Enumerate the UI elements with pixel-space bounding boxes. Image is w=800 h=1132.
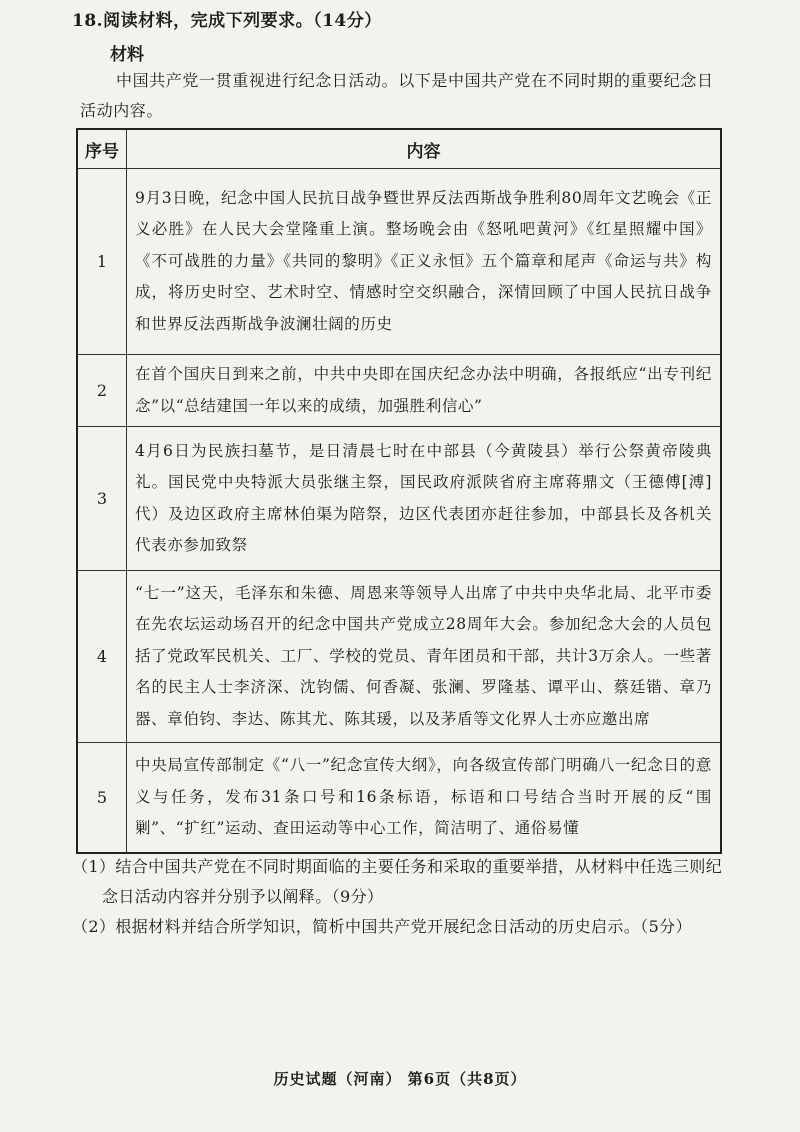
sub-question-1: （1）结合中国共产党在不同时期面临的主要任务和采取的重要举措，从材料中任选三则纪念日活动内容并分别予以阐释。（9分） — [72, 857, 723, 906]
table-row — [77, 427, 721, 571]
table-row — [77, 571, 721, 743]
row-number: 2 — [77, 355, 127, 427]
table-header-row — [77, 129, 721, 169]
row-number: 3 — [77, 427, 127, 571]
row-number: 5 — [77, 743, 127, 853]
table-row — [77, 355, 721, 427]
table-row — [77, 743, 721, 853]
sub-question-2: （2）根据材料并结合所学知识，简析中国共产党开展纪念日活动的历史启示。（5分） — [72, 917, 692, 936]
material-intro: 中国共产党一贯重视进行纪念日活动。以下是中国共产党在不同时期的重要纪念日活动内容。 — [80, 71, 714, 120]
header-content: 内容 — [127, 129, 722, 169]
material-label: 材料 — [110, 45, 144, 65]
sub-questions — [72, 852, 732, 942]
table-row — [77, 169, 721, 355]
header-number: 序号 — [77, 129, 127, 169]
question-title: 18.阅读材料，完成下列要求。（14分） — [72, 11, 382, 31]
row-content: 9月3日晚，纪念中国人民抗日战争暨世界反法西斯战争胜利80周年文艺晚会《正义必胜》在人民大会堂隆重上演。整场晚会由《怒吼吧黄河》《红星照耀中国》《不可战胜的力量》《共同的黎明》《正义永恒》五个篇章和尾声《命运与共》构成，将历史时空、艺术时空、情感时空交织融合，深情回顾了中国人民抗日战争和世界反法西斯战争波澜壮阔的历史 — [127, 169, 722, 355]
row-content: 中央局宣传部制定《“八一”纪念宣传大纲》，向各级宣传部门明确八一纪念日的意义与任务，发布31条口号和16条标语，标语和口号结合当时开展的反“围剿”、“扩红”运动、查田运动等中心工作，简洁明了、通俗易懂 — [127, 743, 722, 853]
commemoration-table — [76, 128, 722, 854]
row-number: 1 — [77, 169, 127, 355]
row-content: “七一”这天，毛泽东和朱德、周恩来等领导人出席了中共中央华北局、北平市委在先农坛运动场召开的纪念中国共产党成立28周年大会。参加纪念大会的人员包括了党政军民机关、工厂、学校的党员、青年团员和干部，共计3万余人。一些著名的民主人士李济深、沈钧儒、何香凝、张澜、罗隆基、谭平山、蔡廷锴、章乃器、章伯钧、李达、陈其尤、陈其瑗，以及茅盾等文化界人士亦应邀出席 — [127, 571, 722, 743]
page-footer: 历史试题（河南） 第6页（共8页） — [273, 1070, 527, 1088]
row-content: 在首个国庆日到来之前，中共中央即在国庆纪念办法中明确，各报纸应“出专刊纪念”以“总结建国一年以来的成绩，加强胜利信心” — [127, 355, 722, 427]
row-number: 4 — [77, 571, 127, 743]
row-content: 4月6日为民族扫墓节，是日清晨七时在中部县（今黄陵县）举行公祭黄帝陵典礼。国民党中央特派大员张继主祭，国民政府派陕省府主席蒋鼎文（王德傅[溥]代）及边区政府主席林伯渠为陪祭，边区代表团亦赶往参加，中部县长及各机关代表亦参加致祭 — [127, 427, 722, 571]
